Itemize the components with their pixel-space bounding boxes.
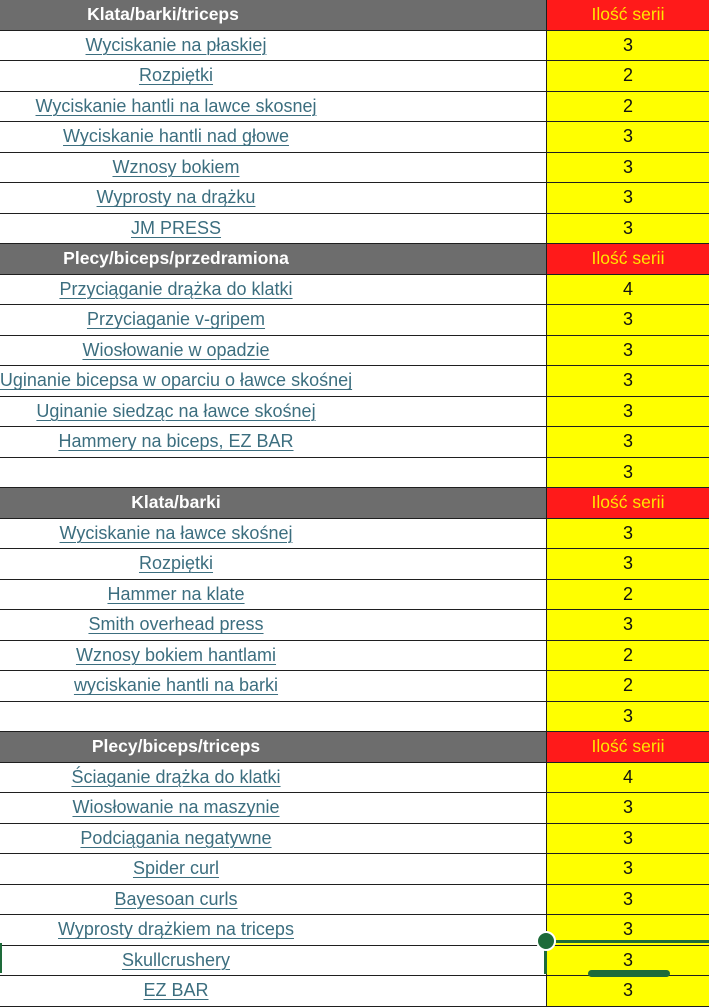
exercise-cell[interactable] xyxy=(0,92,547,122)
sets-value: 3 xyxy=(622,187,633,208)
exercise-link[interactable]: Wyciskanie hantli na lawce skosnej xyxy=(35,95,317,116)
exercise-row[interactable] xyxy=(0,610,709,641)
exercise-cell[interactable] xyxy=(0,915,547,945)
sets-cell[interactable] xyxy=(547,397,709,427)
sets-value: 3 xyxy=(622,919,633,940)
exercise-link[interactable]: Wznosy bokiem hantlami xyxy=(75,644,277,665)
exercise-row[interactable] xyxy=(0,427,709,458)
sets-value: 3 xyxy=(622,217,633,238)
exercise-link[interactable]: Ściaganie drążka do klatki xyxy=(71,766,281,787)
section-header-cell[interactable] xyxy=(0,732,547,762)
exercise-cell[interactable] xyxy=(0,763,547,793)
exercise-row[interactable] xyxy=(0,92,709,123)
exercise-cell[interactable] xyxy=(0,275,547,305)
exercise-link[interactable]: Wznosy bokiem xyxy=(112,156,240,177)
section-header-label: Klata/barki xyxy=(131,492,221,513)
exercise-row[interactable] xyxy=(0,214,709,245)
sets-value: 3 xyxy=(622,888,633,909)
exercise-row[interactable] xyxy=(0,31,709,62)
selection-border-top xyxy=(556,940,709,943)
sets-value: 3 xyxy=(622,522,633,543)
exercise-cell[interactable] xyxy=(0,854,547,884)
exercise-cell[interactable] xyxy=(0,153,547,183)
exercise-cell[interactable] xyxy=(0,580,547,610)
exercise-cell[interactable] xyxy=(0,793,547,823)
selection-resize-handle[interactable] xyxy=(588,970,670,977)
exercise-link[interactable]: Rozpiętki xyxy=(138,553,214,574)
sets-cell[interactable] xyxy=(547,153,709,183)
section-header-label: Klata/barki/triceps xyxy=(87,4,239,25)
count-header-label: Ilość serii xyxy=(591,736,665,757)
exercise-row[interactable] xyxy=(0,885,709,916)
sets-value: 3 xyxy=(622,858,633,879)
exercise-link[interactable] xyxy=(0,702,352,732)
section-header-cell[interactable] xyxy=(0,244,547,274)
exercise-cell[interactable] xyxy=(0,671,547,701)
sets-value: 2 xyxy=(622,583,633,604)
count-header-label: Ilość serii xyxy=(591,492,665,513)
section-header-cell[interactable] xyxy=(0,0,547,30)
exercise-cell[interactable] xyxy=(0,183,547,213)
sets-cell[interactable] xyxy=(547,854,709,884)
sets-cell[interactable] xyxy=(547,275,709,305)
exercise-row[interactable] xyxy=(0,397,709,428)
exercise-row[interactable] xyxy=(0,854,709,885)
selection-edge-marker xyxy=(0,943,2,973)
selection-fill-handle[interactable] xyxy=(536,931,556,951)
exercise-cell[interactable] xyxy=(0,946,547,976)
sets-cell[interactable] xyxy=(547,976,709,1006)
sets-value: 2 xyxy=(622,675,633,696)
sets-cell[interactable] xyxy=(547,183,709,213)
exercise-link[interactable]: wyciskanie hantli na barki xyxy=(73,675,279,696)
exercise-link[interactable] xyxy=(0,458,352,488)
sets-cell[interactable] xyxy=(547,610,709,640)
sets-cell[interactable] xyxy=(547,305,709,335)
sets-cell[interactable] xyxy=(547,366,709,396)
sets-cell[interactable] xyxy=(547,31,709,61)
sets-value: 3 xyxy=(622,705,633,726)
exercise-row[interactable] xyxy=(0,305,709,336)
section-header-label: Plecy/biceps/triceps xyxy=(91,736,261,757)
sets-value: 3 xyxy=(622,370,633,391)
sets-value: 3 xyxy=(622,980,633,1001)
exercise-row[interactable] xyxy=(0,549,709,580)
exercise-link[interactable]: Smith overhead press xyxy=(88,614,264,635)
exercise-link[interactable]: Bayesoan curls xyxy=(114,888,238,909)
exercise-row[interactable] xyxy=(0,61,709,92)
sets-value: 3 xyxy=(622,949,633,970)
sets-value: 3 xyxy=(622,431,633,452)
exercise-row[interactable] xyxy=(0,763,709,794)
exercise-row[interactable] xyxy=(0,366,709,397)
exercise-row[interactable] xyxy=(0,580,709,611)
exercise-link[interactable]: Wyciskanie hantli nad głowe xyxy=(63,126,289,147)
section-header-row[interactable] xyxy=(0,732,709,763)
exercise-cell[interactable] xyxy=(0,976,547,1006)
exercise-row[interactable] xyxy=(0,519,709,550)
section-header-row[interactable] xyxy=(0,488,709,519)
exercise-link[interactable]: Wiosłowanie na maszynie xyxy=(72,797,280,818)
sets-value: 3 xyxy=(622,309,633,330)
sets-value: 2 xyxy=(622,644,633,665)
sets-value: 2 xyxy=(622,65,633,86)
exercise-link[interactable]: Hammery na biceps, EZ BAR xyxy=(58,431,294,452)
count-header-label: Ilość serii xyxy=(591,248,665,269)
exercise-row[interactable] xyxy=(0,976,709,1007)
exercise-row[interactable] xyxy=(0,336,709,367)
exercise-cell[interactable] xyxy=(0,366,547,396)
exercise-link[interactable]: Uginanie bicepsa w oparciu o ławce skośnej xyxy=(0,370,353,391)
sets-cell[interactable] xyxy=(547,427,709,457)
exercise-cell[interactable] xyxy=(0,214,547,244)
exercise-link[interactable]: JM PRESS xyxy=(130,217,222,238)
sets-value: 3 xyxy=(622,34,633,55)
exercise-row[interactable] xyxy=(0,671,709,702)
exercise-row[interactable] xyxy=(0,824,709,855)
sets-cell[interactable] xyxy=(547,122,709,152)
sets-value: 3 xyxy=(622,339,633,360)
exercise-cell[interactable] xyxy=(0,427,547,457)
exercise-link[interactable]: Przyciąganie drążka do klatki xyxy=(59,278,293,299)
exercise-cell[interactable] xyxy=(0,549,547,579)
exercise-row[interactable] xyxy=(0,183,709,214)
exercise-row[interactable] xyxy=(0,793,709,824)
exercise-cell[interactable] xyxy=(0,641,547,671)
exercise-cell[interactable] xyxy=(0,305,547,335)
sets-value: 2 xyxy=(622,95,633,116)
exercise-cell[interactable] xyxy=(0,458,547,488)
sets-cell[interactable] xyxy=(547,336,709,366)
exercise-link[interactable]: Wiosłowanie w opadzie xyxy=(82,339,270,360)
exercise-cell[interactable] xyxy=(0,122,547,152)
section-header-cell[interactable] xyxy=(0,488,547,518)
count-header-cell[interactable] xyxy=(547,244,709,274)
exercise-cell[interactable] xyxy=(0,336,547,366)
exercise-cell[interactable] xyxy=(0,885,547,915)
exercise-row[interactable] xyxy=(0,702,709,733)
sets-value: 3 xyxy=(622,553,633,574)
sets-value: 3 xyxy=(622,461,633,482)
section-header-label: Plecy/biceps/przedramiona xyxy=(63,248,289,269)
sets-value: 3 xyxy=(622,156,633,177)
sets-value: 3 xyxy=(622,126,633,147)
exercise-cell[interactable] xyxy=(0,610,547,640)
exercise-link[interactable]: Wyciskanie na płaskiej xyxy=(85,34,267,55)
count-header-cell[interactable] xyxy=(547,0,709,30)
exercise-link[interactable]: Hammer na klate xyxy=(107,583,245,604)
exercise-cell[interactable] xyxy=(0,61,547,91)
sets-value: 3 xyxy=(622,400,633,421)
sets-value: 4 xyxy=(622,278,633,299)
exercise-link[interactable]: EZ BAR xyxy=(143,980,209,1001)
exercise-cell[interactable] xyxy=(0,31,547,61)
sets-cell[interactable] xyxy=(547,641,709,671)
exercise-link[interactable]: Skullcrushery xyxy=(121,949,231,970)
exercise-cell[interactable] xyxy=(0,519,547,549)
exercise-row[interactable] xyxy=(0,641,709,672)
sets-cell[interactable] xyxy=(547,793,709,823)
exercise-link[interactable]: Wyciskanie na ławce skośnej xyxy=(59,522,293,543)
exercise-cell[interactable] xyxy=(0,397,547,427)
exercise-link[interactable]: Spider curl xyxy=(132,858,220,879)
sets-cell[interactable] xyxy=(547,580,709,610)
sets-value: 3 xyxy=(622,797,633,818)
sets-cell[interactable] xyxy=(547,214,709,244)
sets-value: 4 xyxy=(622,766,633,787)
exercise-row[interactable] xyxy=(0,122,709,153)
exercise-row[interactable] xyxy=(0,275,709,306)
exercise-link[interactable]: Rozpiętki xyxy=(138,65,214,86)
exercise-cell[interactable] xyxy=(0,702,547,732)
sets-cell[interactable] xyxy=(547,671,709,701)
exercise-link[interactable]: Wyprosty drążkiem na triceps xyxy=(58,919,294,940)
sets-value: 3 xyxy=(622,614,633,635)
sets-cell[interactable] xyxy=(547,824,709,854)
exercise-row[interactable] xyxy=(0,458,709,489)
sets-cell[interactable] xyxy=(547,885,709,915)
count-header-cell[interactable] xyxy=(547,488,709,518)
sets-cell[interactable] xyxy=(547,763,709,793)
sets-cell[interactable] xyxy=(547,549,709,579)
section-header-row[interactable] xyxy=(0,0,709,31)
sets-cell[interactable] xyxy=(547,92,709,122)
sets-cell[interactable] xyxy=(547,458,709,488)
exercise-link[interactable]: Uginanie siedząc na ławce skośnej xyxy=(36,400,316,421)
sets-cell[interactable] xyxy=(547,702,709,732)
exercise-cell[interactable] xyxy=(0,824,547,854)
sets-value: 3 xyxy=(622,827,633,848)
exercise-link[interactable]: Przyciaganie v-gripem xyxy=(86,309,266,330)
count-header-cell[interactable] xyxy=(547,732,709,762)
exercise-row[interactable] xyxy=(0,153,709,184)
exercise-link[interactable]: Wyprosty na drążku xyxy=(96,187,256,208)
sets-cell[interactable] xyxy=(547,61,709,91)
count-header-label: Ilość serii xyxy=(591,4,665,25)
sets-cell[interactable] xyxy=(547,519,709,549)
exercise-link[interactable]: Podciągania negatywne xyxy=(80,827,272,848)
section-header-row[interactable] xyxy=(0,244,709,275)
